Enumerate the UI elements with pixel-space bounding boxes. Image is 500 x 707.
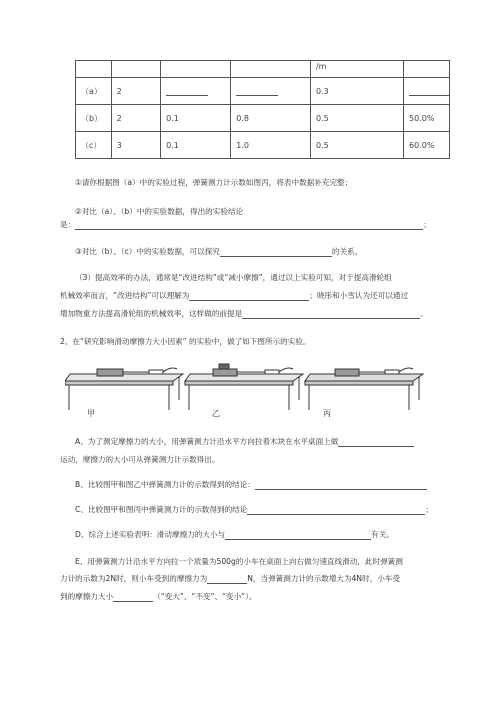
q2-item-D: [75, 530, 394, 540]
item-text-tail: ；: [425, 505, 433, 514]
table-cell: （c）: [76, 132, 112, 159]
answer-blank[interactable]: [207, 574, 247, 584]
answer-blank[interactable]: [225, 530, 371, 540]
table-cell: 1.0: [231, 132, 311, 159]
table-cell: 60.0%: [404, 132, 450, 159]
table-cell-blank[interactable]: [231, 78, 311, 105]
table-cell: 3: [111, 132, 160, 159]
table-cell: 0.5: [310, 132, 403, 159]
answer-blank[interactable]: [247, 505, 425, 515]
table-cell: [161, 61, 231, 78]
item-text-tail: N，当弹簧测力计的示数增大为4N时，小车受: [247, 574, 401, 583]
item-text: 到的摩擦力大小: [60, 592, 114, 601]
item-text: C、比较图甲和图丙中弹簧测力计的示数得到的结论: [75, 505, 248, 514]
table-cell-blank[interactable]: [404, 78, 450, 105]
q2-item-C: [75, 505, 433, 515]
item-text-tail: 有关。: [371, 530, 394, 539]
answer-blank[interactable]: [338, 437, 414, 447]
figure-label-yi: 乙: [212, 409, 220, 418]
answer-blank[interactable]: [255, 480, 427, 490]
q1-part-3-line-1: （3）提高效率的办法，通常是“改进结构”或“减小摩擦”，通过以上实验可知，对于提高滑轮组: [75, 273, 392, 282]
table-cell: 2: [111, 78, 160, 105]
item-text: ③对比（b）、（c）中的实验数据，可以探究: [75, 247, 220, 256]
table-cell: 0.5: [310, 105, 403, 132]
answer-blank[interactable]: [220, 247, 332, 257]
table-cell: 50.0%: [404, 105, 450, 132]
q1-part-3-line-2: [60, 291, 408, 301]
table-cell: 0.3: [310, 78, 403, 105]
item-text: A、为了测定摩擦力的大小，用弹簧测力计沿水平方向拉着木块在水平桌面上做: [75, 437, 339, 446]
q1-item-2: ②对比（a）、（b）中的实验数据，得出的实验结论: [75, 207, 244, 216]
q2-item-E-line-3: [60, 592, 257, 602]
table-cell: [111, 61, 160, 78]
item-text: B、比较图甲和图乙中弹簧测力计的示数得到的结论：: [75, 480, 255, 489]
table-header-row: [76, 61, 450, 78]
item-text: 增加物重方法提高滑轮组的机械效率，这样做的前提是: [60, 309, 243, 318]
figure-label-jia: 甲: [87, 409, 95, 418]
experiment-figure: [65, 360, 445, 424]
answer-suffix: ；: [423, 220, 431, 229]
q2-item-B: [75, 480, 427, 490]
item-text: 力计的示数为2N时，则小车受到的摩擦力为: [60, 574, 208, 583]
answer-blank[interactable]: [113, 592, 153, 602]
q1-item-2-answer: [60, 220, 431, 230]
table-cell: 0.8: [231, 105, 311, 132]
item-text-tail: （“变大”、“不变”、“变小”）。: [153, 592, 257, 601]
q2-item-E-line-1: E、用弹簧测力计沿水平方向拉一个质量为500g的小车在桌面上向右做匀速直线滑动，此时弹簧测: [75, 557, 403, 566]
table-cell: （b）: [76, 105, 112, 132]
q2-item-E-line-2: [60, 574, 400, 584]
q2-item-A-line-2: 运动，摩擦力的大小可从弹簧测力计示数得出。: [60, 455, 220, 464]
table-cell: [231, 61, 311, 78]
fill-blank: [236, 87, 278, 96]
q2-item-A-line-1: [75, 437, 414, 447]
table-cell: /m: [310, 61, 403, 78]
table-row: [76, 105, 450, 132]
table-cell: （a）: [76, 78, 112, 105]
fill-blank: [409, 87, 449, 96]
table-row: [76, 78, 450, 105]
table-cell: 0.1: [161, 132, 231, 159]
answer-blank[interactable]: [242, 309, 420, 319]
table-row: [76, 132, 450, 159]
table-cell: [76, 61, 112, 78]
figure-label-bing: 丙: [323, 409, 331, 418]
table-cell: [404, 61, 450, 78]
q1-item-1: ①请你根据图（a）中的实验过程，弹簧测力计示数如图丙，将表中数据补充完整；: [75, 178, 353, 187]
answer-blank[interactable]: [75, 220, 423, 230]
table-cell: 2: [111, 105, 160, 132]
fill-blank: [166, 87, 208, 96]
data-table: [75, 60, 450, 159]
item-text-tail: ；晓彤和小雪认为还可以通过: [309, 291, 409, 300]
q2-title: 2、在“研究影响滑动摩擦力大小因素” 的实验中，做了如下图所示的实验。: [60, 337, 311, 346]
item-text-tail: 。: [420, 309, 428, 318]
item-text-tail: 的关系。: [331, 247, 363, 256]
item-text: D、综合上述实验表明：滑动摩擦力的大小与: [75, 530, 226, 539]
table-cell-blank[interactable]: [161, 78, 231, 105]
item-text: 机械效率而言，“改进结构”可以理解为: [60, 291, 190, 300]
answer-blank[interactable]: [189, 291, 309, 301]
q1-part-3-line-3: [60, 309, 428, 319]
table-cell: 0.1: [161, 105, 231, 132]
q1-item-3: [75, 247, 362, 257]
experiment-illustration: [65, 360, 445, 428]
answer-prefix: 是：: [60, 220, 76, 229]
